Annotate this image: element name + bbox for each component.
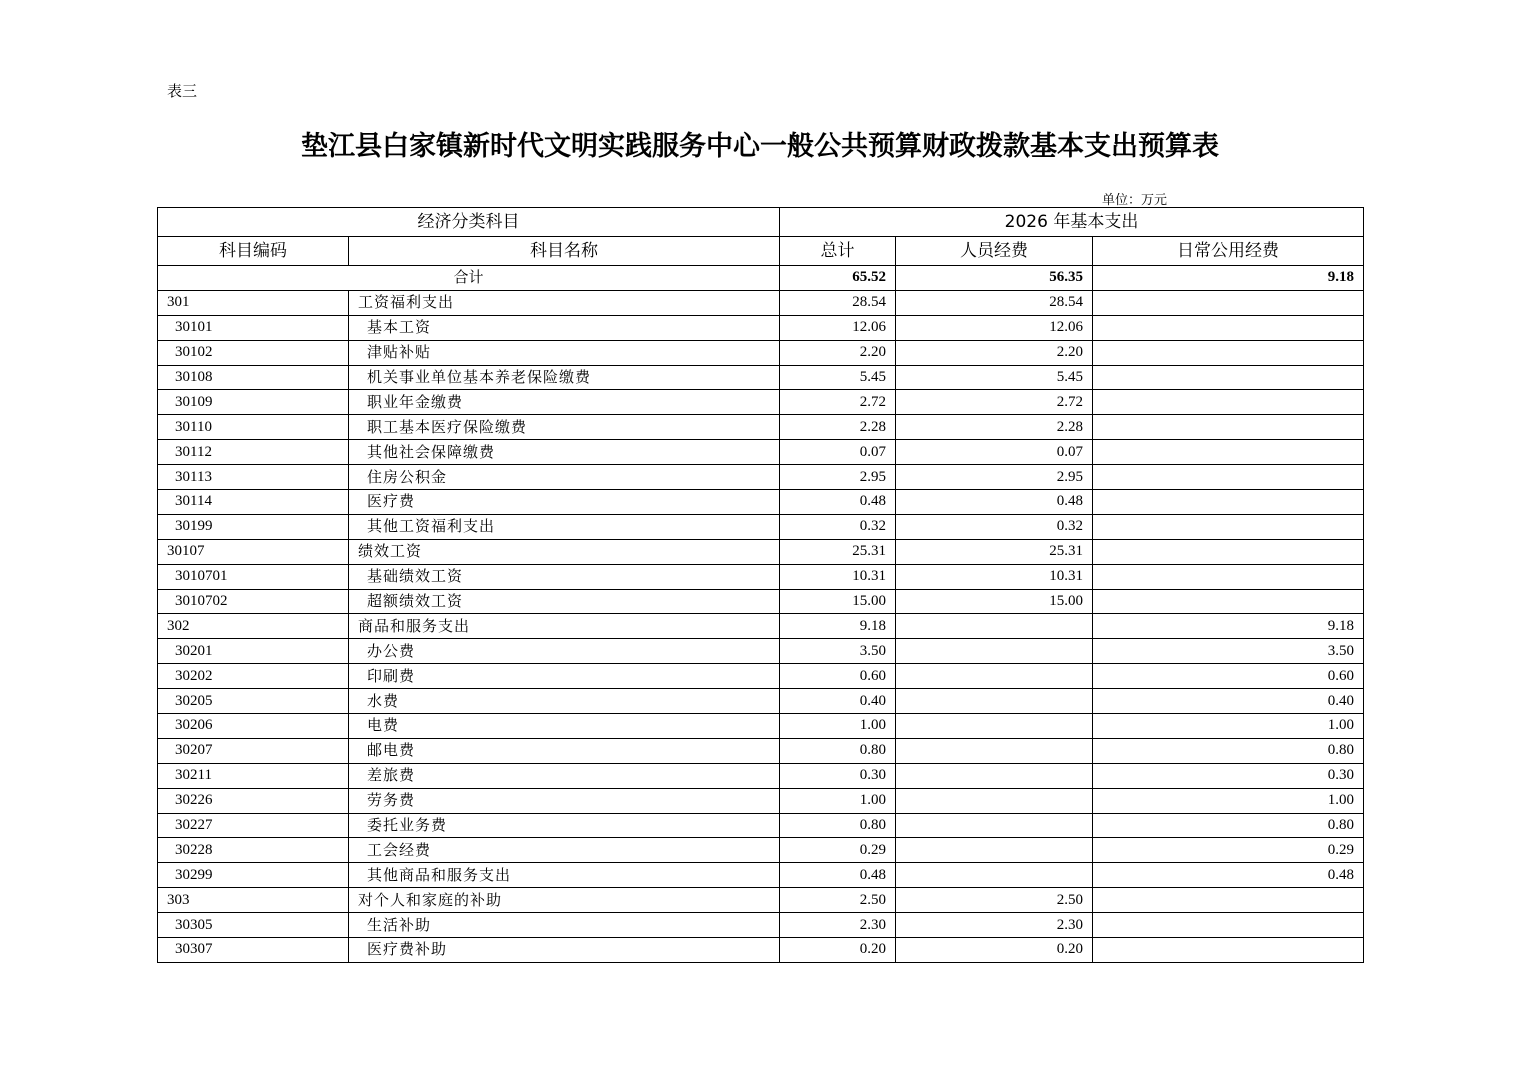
budget-table xyxy=(157,207,1364,963)
row-total: 2.30 xyxy=(780,913,896,938)
table-row xyxy=(158,838,1364,863)
row-name: 对个人和家庭的补助 xyxy=(349,888,780,913)
row-code: 30202 xyxy=(158,664,349,689)
row-name: 职业年金缴费 xyxy=(349,390,780,415)
row-code: 30207 xyxy=(158,738,349,763)
row-public: 1.00 xyxy=(1093,788,1364,813)
table-row xyxy=(158,913,1364,938)
row-personnel xyxy=(896,639,1093,664)
table-row xyxy=(158,415,1364,440)
table-row xyxy=(158,564,1364,589)
row-personnel: 0.20 xyxy=(896,938,1093,963)
row-total: 0.32 xyxy=(780,514,896,539)
row-total: 12.06 xyxy=(780,315,896,340)
row-total: 2.20 xyxy=(780,340,896,365)
row-code: 30113 xyxy=(158,465,349,490)
row-code: 30199 xyxy=(158,514,349,539)
row-public xyxy=(1093,514,1364,539)
table-row xyxy=(158,390,1364,415)
header-group-row xyxy=(158,208,1364,237)
table-row xyxy=(158,813,1364,838)
row-total: 0.80 xyxy=(780,813,896,838)
row-name: 基本工资 xyxy=(349,315,780,340)
header-code: 科目编码 xyxy=(158,237,349,266)
row-total: 0.07 xyxy=(780,440,896,465)
row-name: 职工基本医疗保险缴费 xyxy=(349,415,780,440)
row-total: 0.20 xyxy=(780,938,896,963)
total-label: 合计 xyxy=(158,266,780,291)
row-total: 0.60 xyxy=(780,664,896,689)
table-row xyxy=(158,465,1364,490)
row-personnel: 2.30 xyxy=(896,913,1093,938)
table-row xyxy=(158,539,1364,564)
row-code: 30108 xyxy=(158,365,349,390)
row-public xyxy=(1093,564,1364,589)
header-name: 科目名称 xyxy=(349,237,780,266)
row-code: 30102 xyxy=(158,340,349,365)
row-public: 3.50 xyxy=(1093,639,1364,664)
table-row xyxy=(158,888,1364,913)
table-row xyxy=(158,315,1364,340)
table-number-label: 表三 xyxy=(167,82,198,100)
table-row xyxy=(158,714,1364,739)
row-code: 30112 xyxy=(158,440,349,465)
row-public: 0.80 xyxy=(1093,738,1364,763)
row-code: 30211 xyxy=(158,763,349,788)
row-code: 30205 xyxy=(158,689,349,714)
row-code: 3010702 xyxy=(158,589,349,614)
row-code: 30226 xyxy=(158,788,349,813)
row-personnel xyxy=(896,763,1093,788)
total-personnel: 56.35 xyxy=(896,266,1093,291)
row-personnel xyxy=(896,838,1093,863)
row-personnel xyxy=(896,813,1093,838)
row-name: 委托业务费 xyxy=(349,813,780,838)
table-row xyxy=(158,738,1364,763)
header-personnel: 人员经费 xyxy=(896,237,1093,266)
table-row xyxy=(158,763,1364,788)
row-personnel xyxy=(896,738,1093,763)
row-public: 0.30 xyxy=(1093,763,1364,788)
table-row xyxy=(158,514,1364,539)
header-economic-classification: 经济分类科目 xyxy=(158,208,780,237)
row-total: 0.30 xyxy=(780,763,896,788)
row-name: 津贴补贴 xyxy=(349,340,780,365)
total-public: 9.18 xyxy=(1093,266,1364,291)
row-code: 30299 xyxy=(158,863,349,888)
row-name: 医疗费 xyxy=(349,490,780,515)
row-code: 30101 xyxy=(158,315,349,340)
row-public xyxy=(1093,340,1364,365)
row-public xyxy=(1093,290,1364,315)
row-total: 2.28 xyxy=(780,415,896,440)
table-row xyxy=(158,938,1364,963)
row-public xyxy=(1093,390,1364,415)
row-personnel xyxy=(896,714,1093,739)
header-public: 日常公用经费 xyxy=(1093,237,1364,266)
row-personnel: 12.06 xyxy=(896,315,1093,340)
row-total: 10.31 xyxy=(780,564,896,589)
row-total: 0.48 xyxy=(780,863,896,888)
row-public xyxy=(1093,490,1364,515)
row-name: 邮电费 xyxy=(349,738,780,763)
table-row xyxy=(158,440,1364,465)
row-public: 0.29 xyxy=(1093,838,1364,863)
row-personnel: 15.00 xyxy=(896,589,1093,614)
row-name: 基础绩效工资 xyxy=(349,564,780,589)
row-code: 30114 xyxy=(158,490,349,515)
row-total: 9.18 xyxy=(780,614,896,639)
row-total: 2.50 xyxy=(780,888,896,913)
row-personnel: 0.48 xyxy=(896,490,1093,515)
row-name: 超额绩效工资 xyxy=(349,589,780,614)
row-personnel xyxy=(896,788,1093,813)
row-code: 30110 xyxy=(158,415,349,440)
row-total: 3.50 xyxy=(780,639,896,664)
row-code: 303 xyxy=(158,888,349,913)
row-name: 工资福利支出 xyxy=(349,290,780,315)
row-total: 1.00 xyxy=(780,788,896,813)
row-name: 劳务费 xyxy=(349,788,780,813)
table-row xyxy=(158,614,1364,639)
row-public: 0.80 xyxy=(1093,813,1364,838)
row-total: 28.54 xyxy=(780,290,896,315)
page-title: 垫江县白家镇新时代文明实践服务中心一般公共预算财政拨款基本支出预算表 xyxy=(301,131,1219,162)
row-public: 9.18 xyxy=(1093,614,1364,639)
row-name: 办公费 xyxy=(349,639,780,664)
row-public xyxy=(1093,465,1364,490)
row-public: 0.48 xyxy=(1093,863,1364,888)
row-personnel: 10.31 xyxy=(896,564,1093,589)
row-total: 5.45 xyxy=(780,365,896,390)
row-personnel xyxy=(896,689,1093,714)
row-code: 30305 xyxy=(158,913,349,938)
row-code: 30107 xyxy=(158,539,349,564)
row-personnel: 2.28 xyxy=(896,415,1093,440)
table-row xyxy=(158,664,1364,689)
row-personnel: 0.32 xyxy=(896,514,1093,539)
table-row xyxy=(158,863,1364,888)
row-personnel: 2.50 xyxy=(896,888,1093,913)
row-public xyxy=(1093,539,1364,564)
row-name: 其他社会保障缴费 xyxy=(349,440,780,465)
row-name: 印刷费 xyxy=(349,664,780,689)
header-column-row xyxy=(158,237,1364,266)
row-total: 0.29 xyxy=(780,838,896,863)
row-code: 30206 xyxy=(158,714,349,739)
row-public xyxy=(1093,415,1364,440)
row-personnel: 2.72 xyxy=(896,390,1093,415)
table-row xyxy=(158,365,1364,390)
row-total: 15.00 xyxy=(780,589,896,614)
row-personnel xyxy=(896,614,1093,639)
row-total: 2.72 xyxy=(780,390,896,415)
row-public: 0.60 xyxy=(1093,664,1364,689)
total-row xyxy=(158,266,1364,291)
header-total: 总计 xyxy=(780,237,896,266)
row-public: 0.40 xyxy=(1093,689,1364,714)
row-total: 25.31 xyxy=(780,539,896,564)
row-total: 0.40 xyxy=(780,689,896,714)
row-name: 工会经费 xyxy=(349,838,780,863)
row-code: 30228 xyxy=(158,838,349,863)
row-total: 1.00 xyxy=(780,714,896,739)
table-row xyxy=(158,689,1364,714)
row-public xyxy=(1093,315,1364,340)
row-public xyxy=(1093,913,1364,938)
row-personnel: 2.20 xyxy=(896,340,1093,365)
row-name: 水费 xyxy=(349,689,780,714)
table-row xyxy=(158,788,1364,813)
row-code: 30109 xyxy=(158,390,349,415)
row-name: 电费 xyxy=(349,714,780,739)
row-total: 2.95 xyxy=(780,465,896,490)
row-code: 301 xyxy=(158,290,349,315)
row-total: 0.48 xyxy=(780,490,896,515)
header-basic-expenditure: 2026 年基本支出 xyxy=(780,208,1364,237)
row-code: 3010701 xyxy=(158,564,349,589)
row-name: 住房公积金 xyxy=(349,465,780,490)
row-code: 302 xyxy=(158,614,349,639)
row-personnel: 2.95 xyxy=(896,465,1093,490)
table-row xyxy=(158,340,1364,365)
row-name: 商品和服务支出 xyxy=(349,614,780,639)
row-public xyxy=(1093,938,1364,963)
row-personnel xyxy=(896,863,1093,888)
row-personnel: 28.54 xyxy=(896,290,1093,315)
row-public xyxy=(1093,440,1364,465)
table-row xyxy=(158,589,1364,614)
row-name: 绩效工资 xyxy=(349,539,780,564)
row-public xyxy=(1093,888,1364,913)
table-row xyxy=(158,490,1364,515)
row-personnel: 25.31 xyxy=(896,539,1093,564)
row-personnel: 0.07 xyxy=(896,440,1093,465)
row-public xyxy=(1093,365,1364,390)
total-total: 65.52 xyxy=(780,266,896,291)
row-name: 其他工资福利支出 xyxy=(349,514,780,539)
row-total: 0.80 xyxy=(780,738,896,763)
row-name: 其他商品和服务支出 xyxy=(349,863,780,888)
row-code: 30201 xyxy=(158,639,349,664)
row-code: 30307 xyxy=(158,938,349,963)
row-personnel: 5.45 xyxy=(896,365,1093,390)
table-row xyxy=(158,290,1364,315)
unit-label: 单位：万元 xyxy=(1102,193,1168,208)
row-personnel xyxy=(896,664,1093,689)
table-row xyxy=(158,639,1364,664)
row-public: 1.00 xyxy=(1093,714,1364,739)
row-code: 30227 xyxy=(158,813,349,838)
row-name: 医疗费补助 xyxy=(349,938,780,963)
row-name: 机关事业单位基本养老保险缴费 xyxy=(349,365,780,390)
row-name: 差旅费 xyxy=(349,763,780,788)
row-public xyxy=(1093,589,1364,614)
row-name: 生活补助 xyxy=(349,913,780,938)
